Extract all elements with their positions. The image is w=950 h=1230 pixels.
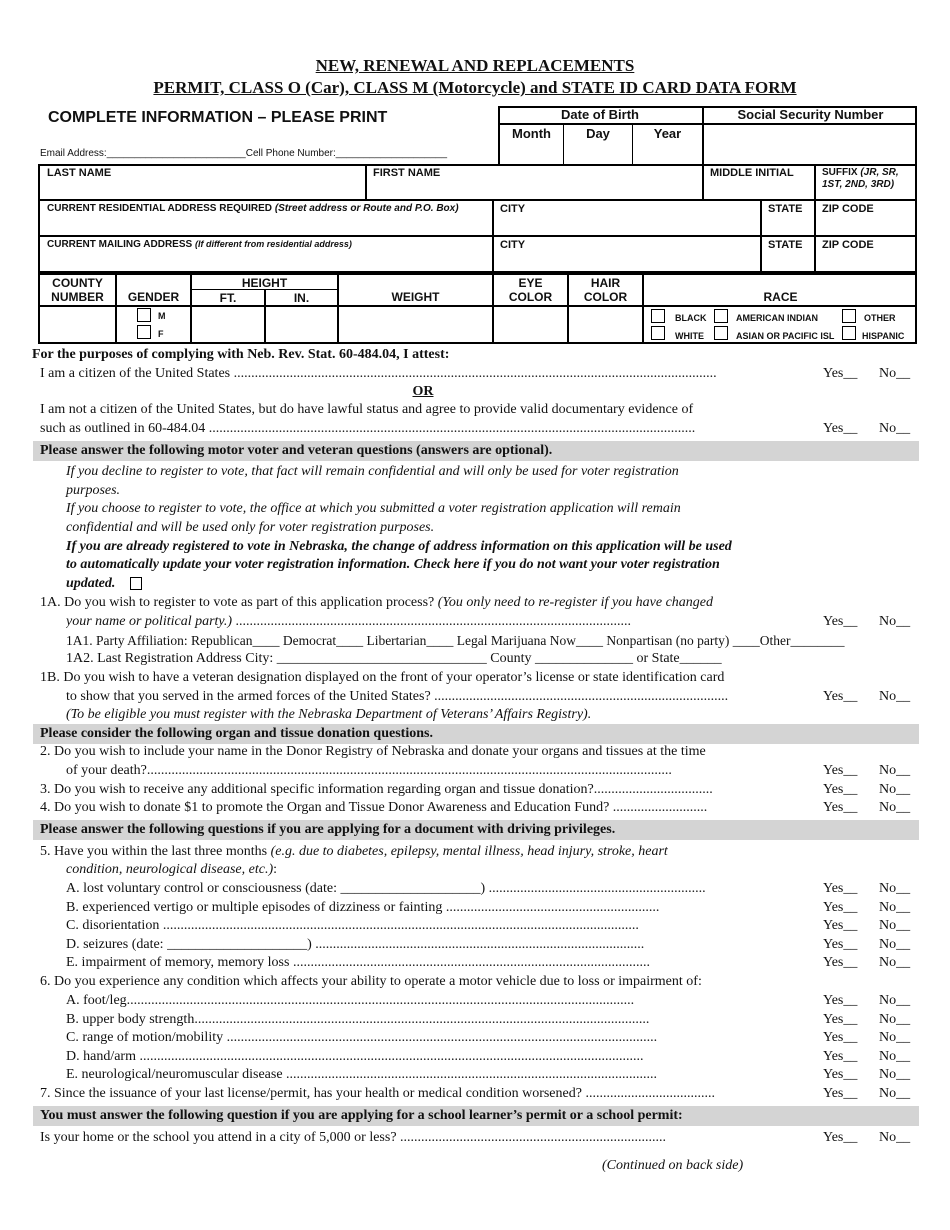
q1a2-last-address[interactable]: 1A2. Last Registration Address City: ______________________________ County ______________ or State______ (66, 651, 722, 666)
school-yes[interactable]: Yes__ (823, 1130, 858, 1145)
citizen-yes[interactable]: Yes__ (823, 366, 858, 381)
noncitizen-no[interactable]: No__ (879, 421, 911, 436)
citizen-line1: I am a citizen of the United States .......................................................................................................................................... (40, 366, 717, 381)
dob-label: Date of Birth (561, 107, 639, 122)
q1a-text: 1A. Do you wish to register to vote as part of this application process? (40, 595, 435, 610)
noncitizen-yes[interactable]: Yes__ (823, 421, 858, 436)
noncitizen-line2: such as outlined in 60-484.04 ........................................................................................................................................... (40, 421, 696, 436)
residential-hint: (Street address or Route and P.O. Box) (274, 203, 459, 214)
year-label: Year (653, 126, 682, 141)
q5-colon: : (273, 862, 277, 877)
form-title-line1: NEW, RENEWAL AND REPLACEMENTS (315, 56, 635, 75)
mail-zip-field[interactable]: ZIP CODE (822, 239, 874, 251)
school-section-band: You must answer the following question if you are applying for a school learner’s permit or a school permit: (33, 1106, 919, 1126)
gender-m-label: M (158, 311, 166, 321)
q1b-line2: to show that you served in the armed forces of the United States? .................................................................................... (66, 689, 729, 704)
q2-line1: 2. Do you wish to include your name in the Donor Registry of Nebraska and donate your organs and tissues at the time (40, 744, 706, 759)
q6-yes[interactable]: Yes__ (823, 1048, 858, 1064)
q7-no[interactable]: No__ (879, 1086, 911, 1101)
voter-p1a: If you decline to register to vote, that fact will remain confidential and will only be used for voter registration (66, 464, 679, 479)
hair-color-label (569, 276, 642, 304)
q1a-line1 (40, 595, 713, 611)
driving-section-band: Please answer the following questions if you are applying for a document with driving privileges. (33, 820, 919, 840)
school-question: Is your home or the school you attend in a city of 5,000 or less? ............................................................................ (40, 1130, 667, 1145)
race-label: RACE (763, 290, 798, 304)
eye-label: EYE (518, 276, 543, 290)
day-label: Day (586, 126, 610, 141)
q6-yes[interactable]: Yes__ (823, 1030, 858, 1046)
q6-item: E. neurological/neuromuscular disease .......................................................................................................... (66, 1067, 658, 1083)
residential-label: CURRENT RESIDENTIAL ADDRESS REQUIRED (47, 203, 273, 214)
q5-no[interactable]: No__ (879, 955, 911, 971)
race-hispanic-checkbox[interactable] (842, 326, 856, 345)
suffix-hint: (JR, SR, 1ST, 2ND, 3RD) (822, 167, 899, 190)
race-hispanic-label: HISPANIC (862, 331, 905, 341)
weight-label: WEIGHT (391, 290, 440, 304)
q5-no[interactable]: No__ (879, 899, 911, 915)
citizen-heading: For the purposes of complying with Neb. Rev. Stat. 60-484.04, I attest: (32, 347, 450, 362)
voter-p3b: to automatically update your voter registration information. Check here if you do not want your voter registration (66, 557, 720, 572)
race-white-label: WHITE (675, 331, 704, 341)
voter-p2b: confidential and will be used only for voter registration purposes. (66, 520, 435, 535)
q5-yes[interactable]: Yes__ (823, 918, 858, 934)
q6-item: C. range of motion/mobility ........................................................................................................................... (66, 1030, 658, 1046)
height-ft-label: FT. (219, 291, 237, 305)
q2-no[interactable]: No__ (879, 763, 911, 778)
mailing-address-field[interactable] (47, 239, 352, 250)
suffix-label: SUFFIX (822, 167, 858, 178)
q3-line: 3. Do you wish to receive any additional specific information regarding organ and tissue donation?.................................. (40, 782, 713, 797)
q1a-hint: (You only need to re-register if you have changed (434, 595, 714, 610)
q3-no[interactable]: No__ (879, 782, 911, 797)
height-label: HEIGHT (241, 276, 288, 290)
voter-p3a: If you are already registered to vote in Nebraska, the change of address information on this application will be used (66, 539, 732, 554)
q5-yes[interactable]: Yes__ (823, 936, 858, 952)
gender-label: GENDER (127, 290, 180, 304)
first-name-field[interactable]: FIRST NAME (373, 167, 441, 179)
citizen-no[interactable]: No__ (879, 366, 911, 381)
q4-line: 4. Do you wish to donate $1 to promote the Organ and Tissue Donor Awareness and Education Fund? ........................... (40, 800, 708, 815)
voter-p3c: updated. (66, 576, 116, 591)
county-label: COUNTY (52, 276, 103, 290)
q6-line: 6. Do you experience any condition which affects your ability to operate a motor vehicle due to loss or impairment of: (40, 974, 702, 989)
q1a-hint2: your name or political party.) (66, 614, 233, 629)
q7-line: 7. Since the issuance of your last license/permit, has your health or medical condition worsened? ..................................... (40, 1086, 715, 1101)
gender-f-checkbox[interactable] (137, 325, 151, 344)
noncitizen-line1: I am not a citizen of the United States, but do have lawful status and agree to provide valid documentary evidence of (40, 402, 694, 417)
hair-label: HAIR (590, 276, 621, 290)
complete-info-heading: COMPLETE INFORMATION – PLEASE PRINT (48, 109, 388, 126)
q1a-no[interactable]: No__ (879, 614, 911, 629)
or-label: OR (412, 384, 434, 399)
race-other-label: OTHER (864, 313, 896, 323)
q5-item: C. disorientation ........................................................................................................................................ (66, 918, 639, 934)
residential-address-field[interactable] (47, 203, 459, 214)
q6-item: B. upper body strength.................................................................................................................................. (66, 1011, 650, 1027)
voter-p2a: If you choose to register to vote, the office at which you submitted a voter registration application will remain (66, 501, 681, 516)
q5-hint: (e.g. due to diabetes, epilepsy, mental illness, head injury, stroke, heart (270, 844, 668, 859)
ssn-label: Social Security Number (737, 107, 884, 122)
q6-item: D. hand/arm ................................................................................................................................................ (66, 1048, 644, 1064)
res-city-field[interactable]: CITY (500, 203, 526, 215)
q1a-leader: ................................................................................................................. (232, 614, 632, 629)
q2-line2: of your death?...................................................................................................................................................... (66, 763, 672, 778)
school-no[interactable]: No__ (879, 1130, 911, 1145)
q1b-note: (To be eligible you must register with the Nebraska Department of Veterans’ Affairs Registry). (66, 707, 592, 722)
county-number-label (40, 276, 115, 304)
eye-color-label (494, 276, 567, 304)
month-label: Month (512, 126, 551, 141)
mailing-hint: (If different from residential address) (194, 239, 352, 249)
height-in-label: IN. (293, 291, 310, 305)
q6-no[interactable]: No__ (879, 1067, 911, 1083)
q3-yes[interactable]: Yes__ (823, 782, 858, 797)
email-phone-field[interactable]: Email Address:_________________________Cell Phone Number:____________________ (40, 148, 448, 159)
continued-note: (Continued on back side) (602, 1158, 744, 1173)
q5-line2 (66, 862, 277, 878)
hair-color-word: COLOR (583, 290, 628, 304)
q5-item: E. impairment of memory, memory loss ...................................................................................................... (66, 955, 650, 971)
q2-yes[interactable]: Yes__ (823, 763, 858, 778)
q4-yes[interactable]: Yes__ (823, 800, 858, 815)
q5-hint2: condition, neurological disease, etc.) (66, 862, 274, 877)
number-label: NUMBER (51, 290, 104, 304)
q6-yes[interactable]: Yes__ (823, 993, 858, 1008)
mail-city-field[interactable]: CITY (500, 239, 526, 251)
q5-line1 (40, 844, 668, 860)
last-name-field[interactable]: LAST NAME (47, 167, 112, 179)
race-black-label: BLACK (675, 313, 707, 323)
q5-text: 5. Have you within the last three months (40, 844, 271, 859)
voter-section-band: Please answer the following motor voter and veteran questions (answers are optional). (33, 441, 919, 461)
q5-no[interactable]: No__ (879, 936, 911, 952)
q1a-line2 (66, 614, 804, 630)
eye-color-word: COLOR (508, 290, 553, 304)
race-asian-label: ASIAN OR PACIFIC ISL (736, 331, 835, 341)
mail-state-field[interactable]: STATE (768, 239, 803, 251)
q1a1-party-affiliation[interactable]: 1A1. Party Affiliation: Republican____ Democrat____ Libertarian____ Legal Marijuana Now____ Nonpartisan (no party) ____Other________ (66, 633, 845, 648)
q6-no[interactable]: No__ (879, 993, 911, 1008)
q6-item: A. foot/leg................................................................................................................................................. (66, 993, 635, 1008)
donor-section-band: Please consider the following organ and tissue donation questions. (33, 724, 919, 744)
q1b-line1: 1B. Do you wish to have a veteran designation displayed on the front of your operator’s license or state identification card (40, 670, 725, 685)
gender-f-label: F (158, 329, 164, 339)
middle-initial-field[interactable]: MIDDLE INITIAL (710, 167, 794, 179)
q6-no[interactable]: No__ (879, 1011, 911, 1027)
q5-no[interactable]: No__ (879, 881, 911, 896)
q5-item: D. seizures (date: ____________________) .............................................................................................. (66, 936, 645, 952)
voter-p1b: purposes. (66, 483, 121, 498)
q1b-no[interactable]: No__ (879, 689, 911, 704)
form-title-line2: PERMIT, CLASS O (Car), CLASS M (Motorcycle) and STATE ID CARD DATA FORM (153, 78, 797, 97)
q5-yes[interactable]: Yes__ (823, 881, 858, 896)
q5-item: B. experienced vertigo or multiple episodes of dizziness or fainting ............................................................. (66, 899, 660, 915)
race-white-checkbox[interactable] (651, 326, 665, 345)
q1b-yes[interactable]: Yes__ (823, 689, 858, 704)
suffix-field[interactable] (822, 167, 914, 191)
q6-no[interactable]: No__ (879, 1048, 911, 1064)
res-state-field[interactable]: STATE (768, 203, 803, 215)
no-update-checkbox[interactable] (130, 577, 142, 595)
q4-no[interactable]: No__ (879, 800, 911, 815)
res-zip-field[interactable]: ZIP CODE (822, 203, 874, 215)
q6-yes[interactable]: Yes__ (823, 1011, 858, 1027)
q5-item: A. lost voluntary control or consciousness (date: ____________________) .............................................................. (66, 881, 706, 896)
q6-no[interactable]: No__ (879, 1030, 911, 1046)
q7-yes[interactable]: Yes__ (823, 1086, 858, 1101)
q1a-yes[interactable]: Yes__ (823, 614, 858, 629)
q5-yes[interactable]: Yes__ (823, 899, 858, 915)
mailing-label: CURRENT MAILING ADDRESS (47, 239, 193, 250)
q6-yes[interactable]: Yes__ (823, 1067, 858, 1083)
q5-yes[interactable]: Yes__ (823, 955, 858, 971)
race-american-indian-label: AMERICAN INDIAN (736, 313, 818, 323)
q5-no[interactable]: No__ (879, 918, 911, 934)
race-asian-checkbox[interactable] (714, 326, 728, 345)
